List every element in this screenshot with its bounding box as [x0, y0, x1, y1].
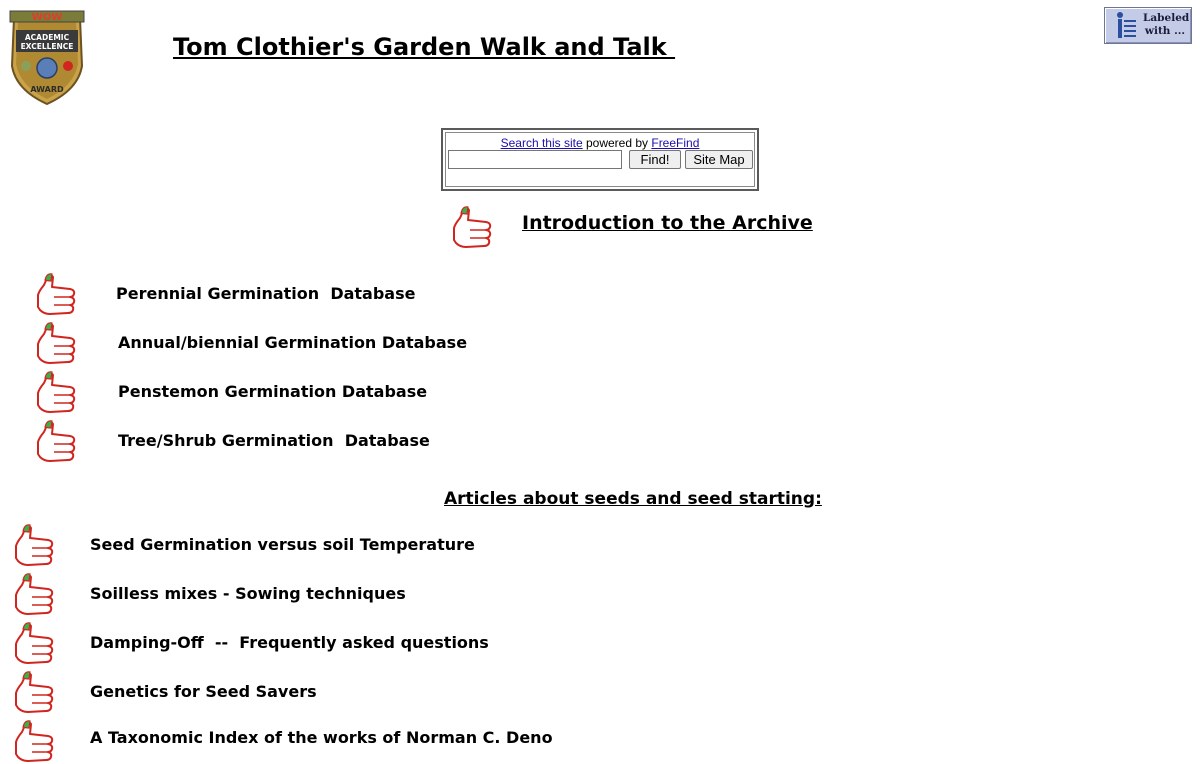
labeled-with-badge[interactable] [1104, 7, 1192, 44]
thumbs-up-icon [34, 420, 80, 464]
intro-archive-link[interactable]: Introduction to the Archive [522, 212, 813, 234]
labeled-with-text: Labeled with ... [1143, 12, 1190, 37]
articles-heading: Articles about seeds and seed starting: [444, 489, 822, 509]
article-link-soilless-mixes[interactable]: Soilless mixes - Sowing techniques [90, 584, 406, 603]
find-button[interactable]: Find! [629, 150, 681, 169]
thumbs-up-icon [12, 573, 58, 617]
thumbs-up-icon [450, 206, 496, 250]
database-link-perennial[interactable]: Perennial Germination Database [116, 284, 416, 303]
page-title[interactable]: Tom Clothier's Garden Walk and Talk [173, 33, 676, 61]
database-link-tree-shrub[interactable]: Tree/Shrub Germination Database [118, 431, 430, 450]
thumbs-up-icon [12, 622, 58, 666]
svg-text:WOW: WOW [31, 12, 63, 23]
site-map-button[interactable]: Site Map [685, 150, 753, 169]
thumbs-up-icon [12, 671, 58, 715]
svg-text:ACADEMIC: ACADEMIC [24, 33, 70, 42]
search-this-site-link[interactable]: Search this site [500, 136, 583, 150]
labeled-with-icon [1111, 11, 1139, 40]
powered-by-text: powered by [582, 136, 652, 150]
database-link-penstemon[interactable]: Penstemon Germination Database [118, 382, 428, 401]
search-caption [446, 136, 754, 150]
freefind-link[interactable]: FreeFind [651, 136, 700, 150]
article-link-taxonomic-index[interactable]: A Taxonomic Index of the works of Norman C. Deno [90, 728, 553, 747]
svg-text:AWARD: AWARD [30, 85, 64, 94]
thumbs-up-icon [12, 720, 58, 764]
article-link-soil-temperature[interactable]: Seed Germination versus soil Temperature [90, 535, 475, 554]
database-link-annual-biennial[interactable]: Annual/biennial Germination Database [118, 333, 468, 352]
award-badge-icon [8, 8, 86, 106]
thumbs-up-icon [34, 273, 80, 317]
article-link-damping-off[interactable]: Damping-Off -- Frequently asked questions [90, 633, 489, 652]
thumbs-up-icon [34, 322, 80, 366]
site-search-form [441, 128, 759, 191]
search-input[interactable] [448, 150, 622, 169]
article-link-genetics-seed-savers[interactable]: Genetics for Seed Savers [90, 682, 317, 701]
svg-text:EXCELLENCE: EXCELLENCE [20, 42, 74, 51]
thumbs-up-icon [34, 371, 80, 415]
thumbs-up-icon [12, 524, 58, 568]
